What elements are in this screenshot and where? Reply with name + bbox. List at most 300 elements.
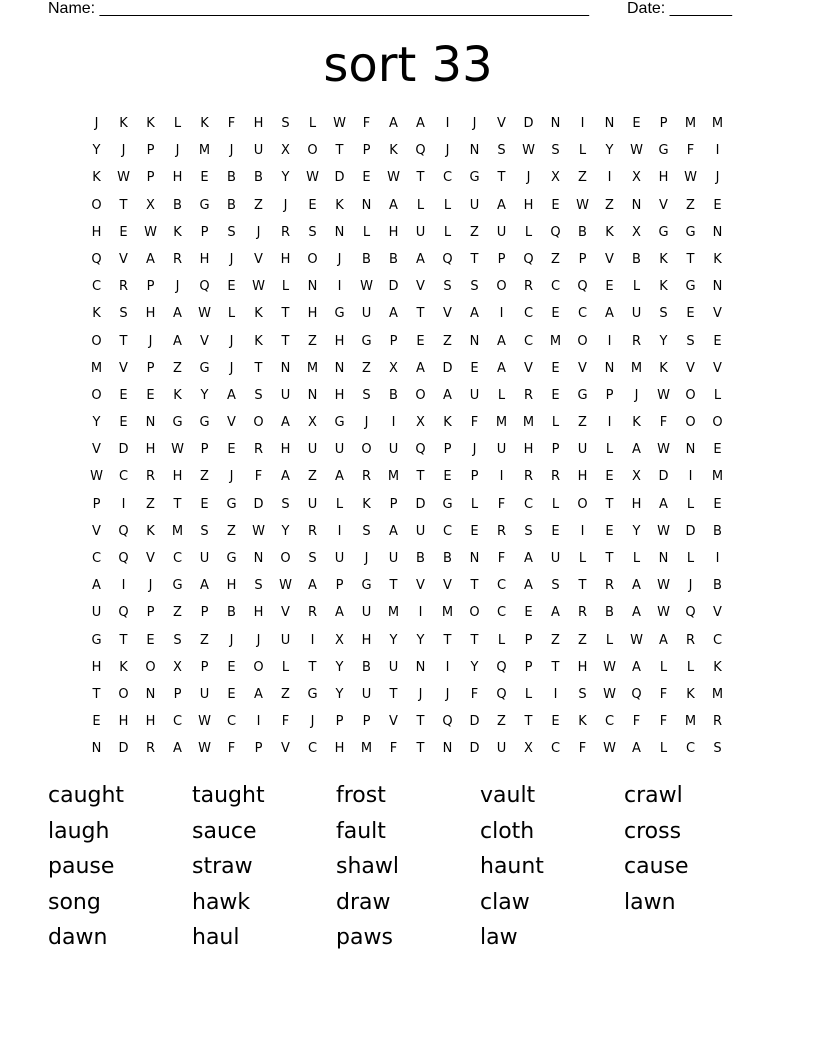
grid-letter: R (361, 469, 372, 485)
grid-letter: M (198, 143, 211, 159)
grid-letter: E (362, 170, 371, 186)
grid-letter: P (200, 442, 209, 458)
grid-letter: A (632, 578, 641, 594)
grid-letter: O (685, 387, 696, 403)
grid-letter: A (497, 360, 506, 376)
word-bank-item: laugh (48, 818, 110, 844)
grid-letter: S (281, 496, 290, 512)
grid-letter: C (604, 714, 615, 730)
grid-letter: W (684, 170, 697, 186)
word-bank-item: haul (192, 925, 240, 950)
grid-letter: E (551, 523, 560, 539)
grid-letter: S (497, 143, 506, 159)
grid-letter: F (578, 741, 587, 757)
grid-letter: T (605, 551, 614, 566)
grid-letter: H (577, 659, 588, 675)
grid-letter: A (389, 306, 398, 322)
grid-letter: P (362, 143, 371, 159)
grid-letter: N (604, 360, 615, 376)
grid-letter: T (416, 741, 425, 757)
word-bank-item: sauce (192, 818, 257, 844)
grid-letter: R (253, 442, 264, 458)
grid-letter: W (198, 741, 211, 757)
grid-letter: A (524, 551, 533, 566)
grid-letter: H (253, 116, 264, 131)
grid-letter: R (631, 333, 642, 349)
grid-letter: J (121, 143, 126, 159)
grid-letter: R (577, 605, 588, 621)
grid-letter: U (469, 197, 480, 213)
grid-letter: B (713, 578, 722, 594)
grid-letter: Z (362, 360, 371, 376)
grid-letter: K (335, 197, 344, 213)
grid-letter: O (91, 387, 102, 403)
grid-letter: O (91, 197, 102, 213)
grid-letter: E (605, 523, 614, 539)
grid-letter: I (310, 632, 315, 648)
grid-letter: E (713, 197, 722, 213)
grid-letter: J (445, 143, 450, 159)
grid-letter: J (526, 170, 531, 186)
grid-letter: W (657, 387, 670, 403)
grid-letter: Q (199, 279, 210, 295)
grid-letter: O (496, 279, 507, 295)
grid-letter: P (389, 333, 398, 349)
grid-letter: S (362, 387, 371, 403)
grid-letter: Y (200, 387, 209, 403)
grid-letter: N (145, 415, 156, 431)
grid-letter: B (389, 387, 398, 403)
grid-letter: U (631, 306, 642, 322)
grid-letter: W (252, 279, 265, 295)
grid-letter: L (605, 442, 614, 458)
grid-letter: T (470, 578, 479, 594)
grid-letter: T (416, 306, 425, 322)
grid-letter: T (470, 251, 479, 267)
grid-letter: E (119, 415, 128, 431)
grid-letter: U (469, 387, 480, 403)
grid-letter: P (335, 714, 344, 730)
grid-letter: T (389, 578, 398, 594)
grid-letter: S (308, 551, 317, 566)
grid-letter: N (604, 116, 615, 131)
grid-letter: G (226, 551, 237, 566)
grid-letter: W (252, 523, 265, 539)
grid-letter: P (362, 714, 371, 730)
grid-letter: A (173, 306, 182, 322)
grid-letter: D (442, 360, 453, 376)
grid-letter: G (685, 279, 696, 295)
grid-letter: L (659, 659, 668, 675)
grid-letter: V (497, 116, 506, 131)
grid-letter: G (226, 496, 237, 512)
grid-letter: V (686, 360, 695, 376)
grid-letter: K (659, 251, 668, 267)
grid-letter: Z (281, 686, 290, 702)
grid-letter: E (551, 197, 560, 213)
grid-letter: E (416, 333, 425, 349)
grid-letter: U (307, 442, 318, 458)
grid-letter: L (551, 496, 560, 512)
grid-letter: W (657, 605, 670, 621)
grid-letter: G (361, 578, 372, 594)
grid-letter: E (551, 387, 560, 403)
grid-letter: D (658, 469, 669, 485)
grid-letter: C (685, 741, 696, 757)
word-bank-item: paws (336, 925, 393, 950)
grid-letter: A (335, 605, 344, 621)
grid-letter: G (334, 415, 345, 431)
grid-letter: S (119, 306, 128, 322)
grid-letter: T (578, 578, 587, 594)
grid-letter: W (576, 197, 589, 213)
grid-letter: E (443, 469, 452, 485)
grid-letter: V (119, 360, 128, 376)
grid-letter: X (335, 632, 344, 648)
grid-letter: C (226, 714, 237, 730)
grid-letter: K (254, 306, 263, 322)
grid-letter: M (495, 415, 508, 431)
grid-letter: W (387, 170, 400, 186)
grid-letter: Y (281, 170, 290, 186)
grid-letter: R (604, 578, 615, 594)
grid-letter: N (469, 551, 480, 566)
grid-letter: C (577, 306, 588, 322)
grid-letter: A (281, 415, 290, 431)
grid-letter: H (145, 442, 156, 458)
grid-letter: S (173, 632, 182, 648)
grid-letter: A (389, 116, 398, 131)
grid-letter: K (146, 523, 155, 539)
grid-letter: K (92, 306, 101, 322)
grid-letter: W (144, 224, 157, 240)
grid-letter: Z (578, 170, 587, 186)
grid-letter: D (469, 714, 480, 730)
grid-letter: Y (416, 632, 425, 648)
grid-letter: L (686, 551, 695, 566)
grid-letter: V (416, 578, 425, 594)
grid-letter: G (469, 170, 480, 186)
grid-letter: F (686, 143, 695, 159)
grid-letter: V (578, 360, 587, 376)
grid-letter: P (146, 170, 155, 186)
grid-letter: E (470, 523, 479, 539)
grid-letter: S (254, 578, 263, 594)
grid-letter: B (605, 605, 614, 621)
grid-letter: L (362, 224, 371, 240)
grid-letter: C (550, 279, 561, 295)
grid-letter: E (308, 197, 317, 213)
grid-letter: K (362, 496, 371, 512)
grid-letter: I (499, 469, 504, 485)
grid-letter: C (442, 170, 453, 186)
grid-letter: B (362, 659, 371, 675)
grid-letter: J (229, 469, 234, 485)
grid-letter: S (713, 741, 722, 757)
grid-letter: R (307, 605, 318, 621)
grid-letter: U (496, 442, 507, 458)
grid-letter: L (335, 496, 344, 512)
grid-letter: B (578, 224, 587, 240)
grid-letter: P (200, 659, 209, 675)
grid-letter: C (307, 741, 318, 757)
grid-letter: N (658, 551, 669, 566)
grid-letter: M (549, 333, 562, 349)
grid-letter: U (415, 224, 426, 240)
grid-letter: S (308, 224, 317, 240)
grid-letter: I (121, 496, 126, 512)
grid-letter: A (173, 333, 182, 349)
grid-letter: N (469, 333, 480, 349)
grid-letter: X (146, 197, 155, 213)
grid-letter: U (280, 632, 291, 648)
grid-letter: A (470, 306, 479, 322)
grid-letter: F (254, 469, 263, 485)
grid-letter: F (470, 415, 479, 431)
grid-letter: N (442, 741, 453, 757)
grid-letter: X (632, 224, 641, 240)
grid-letter: E (119, 224, 128, 240)
grid-letter: M (711, 686, 724, 702)
grid-letter: S (227, 224, 236, 240)
grid-letter: I (580, 116, 585, 131)
grid-letter: I (580, 523, 585, 539)
grid-letter: W (198, 306, 211, 322)
grid-letter: J (175, 279, 180, 295)
grid-letter: H (577, 469, 588, 485)
grid-letter: L (173, 116, 182, 131)
grid-letter: I (445, 116, 450, 131)
grid-letter: T (497, 170, 506, 186)
grid-letter: K (605, 224, 614, 240)
grid-letter: M (360, 741, 373, 757)
word-bank-item: cause (624, 854, 689, 879)
grid-letter: H (145, 714, 156, 730)
grid-letter: N (334, 360, 345, 376)
grid-letter: T (335, 143, 344, 159)
grid-letter: B (362, 251, 371, 267)
grid-letter: A (146, 251, 155, 267)
grid-letter: N (469, 143, 480, 159)
grid-letter: L (443, 197, 452, 213)
grid-letter: S (281, 116, 290, 131)
grid-letter: T (416, 714, 425, 730)
grid-letter: G (172, 578, 183, 594)
grid-letter: O (253, 659, 264, 675)
grid-letter: J (688, 578, 693, 594)
grid-letter: N (712, 224, 723, 240)
grid-letter: S (686, 333, 695, 349)
grid-letter: E (227, 659, 236, 675)
grid-letter: U (496, 224, 507, 240)
grid-letter: A (281, 469, 290, 485)
grid-letter: U (280, 387, 291, 403)
word-bank-item: law (480, 925, 518, 950)
grid-letter: T (308, 659, 317, 675)
grid-letter: V (92, 442, 101, 458)
grid-letter: A (308, 578, 317, 594)
grid-letter: P (200, 605, 209, 621)
word-bank-item: claw (480, 889, 530, 915)
grid-letter: U (496, 741, 507, 757)
grid-letter: P (659, 116, 668, 131)
grid-letter: I (715, 551, 720, 566)
word-bank-item: frost (336, 783, 386, 808)
grid-letter: L (632, 551, 641, 566)
grid-letter: U (91, 605, 102, 621)
grid-letter: C (496, 605, 507, 621)
grid-letter: Q (631, 686, 642, 702)
grid-letter: T (686, 251, 695, 267)
grid-letter: L (281, 659, 290, 675)
word-bank-item: taught (192, 783, 265, 808)
grid-letter: F (659, 686, 668, 702)
grid-letter: T (605, 496, 614, 512)
grid-letter: P (146, 360, 155, 376)
grid-letter: P (146, 279, 155, 295)
grid-letter: E (632, 116, 641, 131)
grid-letter: E (227, 442, 236, 458)
grid-letter: D (118, 741, 129, 757)
grid-letter: C (496, 578, 507, 594)
grid-letter: P (497, 251, 506, 267)
grid-letter: O (145, 659, 156, 675)
grid-letter: O (577, 333, 588, 349)
grid-letter: H (280, 442, 291, 458)
grid-letter: R (496, 523, 507, 539)
grid-letter: V (713, 360, 722, 376)
grid-letter: Z (470, 224, 479, 240)
grid-letter: J (418, 686, 423, 702)
grid-letter: A (632, 442, 641, 458)
grid-letter: L (578, 551, 587, 566)
grid-letter: Y (92, 415, 101, 431)
grid-letter: T (281, 306, 290, 322)
grid-letter: K (713, 659, 722, 675)
word-bank-item: song (48, 889, 101, 915)
grid-letter: S (362, 523, 371, 539)
grid-letter: O (307, 143, 318, 159)
grid-letter: I (607, 333, 612, 349)
grid-letter: S (551, 143, 560, 159)
grid-letter: Q (118, 551, 129, 566)
grid-letter: Z (200, 469, 209, 485)
grid-letter: Q (442, 714, 453, 730)
grid-letter: I (121, 578, 126, 594)
grid-letter: R (118, 279, 129, 295)
grid-letter: O (415, 387, 426, 403)
grid-letter: L (713, 387, 722, 403)
grid-letter: W (603, 686, 616, 702)
grid-letter: E (605, 469, 614, 485)
grid-letter: J (148, 333, 153, 349)
grid-letter: X (308, 415, 317, 431)
grid-letter: A (632, 605, 641, 621)
grid-letter: U (415, 523, 426, 539)
word-bank-item: cross (624, 818, 682, 844)
grid-letter: W (522, 143, 535, 159)
grid-letter: H (91, 659, 102, 675)
grid-letter: B (227, 605, 236, 621)
grid-letter: L (524, 686, 533, 702)
grid-letter: I (688, 469, 693, 485)
grid-letter: W (171, 442, 184, 458)
grid-letter: A (659, 632, 668, 648)
grid-letter: X (173, 659, 182, 675)
grid-letter: O (253, 415, 264, 431)
grid-letter: B (254, 170, 263, 186)
grid-letter: K (119, 659, 128, 675)
grid-letter: N (361, 197, 372, 213)
grid-letter: T (173, 496, 182, 512)
grid-letter: O (91, 333, 102, 349)
grid-letter: R (523, 387, 534, 403)
grid-letter: B (389, 251, 398, 267)
grid-letter: P (146, 143, 155, 159)
word-bank-item: cloth (480, 818, 535, 844)
date-line: Date: _______ (627, 0, 732, 17)
grid-letter: L (551, 415, 560, 431)
grid-letter: U (361, 605, 372, 621)
grid-letter: B (173, 197, 182, 213)
grid-letter: X (416, 415, 425, 431)
grid-letter: C (550, 741, 561, 757)
grid-letter: F (497, 551, 506, 566)
grid-letter: E (227, 279, 236, 295)
word-bank-item: caught (48, 783, 125, 808)
grid-letter: N (631, 197, 642, 213)
grid-letter: W (630, 143, 643, 159)
grid-letter: N (307, 387, 318, 403)
grid-letter: L (227, 306, 236, 322)
grid-letter: Y (659, 333, 668, 349)
grid-letter: F (389, 741, 398, 757)
grid-letter: X (632, 469, 641, 485)
grid-letter: A (497, 333, 506, 349)
grid-letter: Z (308, 469, 317, 485)
grid-letter: I (499, 306, 504, 322)
grid-letter: P (524, 632, 533, 648)
grid-letter: H (307, 306, 318, 322)
grid-letter: J (229, 632, 234, 648)
grid-letter: G (199, 197, 210, 213)
grid-letter: A (416, 116, 425, 131)
grid-letter: T (416, 469, 425, 485)
grid-letter: L (632, 279, 641, 295)
grid-letter: K (173, 224, 182, 240)
grid-letter: H (658, 170, 669, 186)
grid-letter: A (551, 605, 560, 621)
grid-letter: C (172, 551, 183, 566)
grid-letter: C (712, 632, 723, 648)
grid-letter: J (337, 251, 342, 267)
page-title: sort 33 (323, 37, 493, 93)
grid-letter: V (605, 251, 614, 267)
grid-letter: U (388, 551, 399, 566)
grid-letter: Z (227, 523, 236, 539)
grid-letter: K (578, 714, 587, 730)
grid-letter: Y (281, 523, 290, 539)
grid-letter: V (659, 197, 668, 213)
grid-letter: H (631, 496, 642, 512)
grid-letter: Z (551, 632, 560, 648)
grid-letter: R (712, 714, 723, 730)
grid-letter: U (388, 659, 399, 675)
grid-letter: Q (577, 279, 588, 295)
grid-letter: L (686, 659, 695, 675)
grid-letter: H (199, 251, 210, 267)
grid-letter: X (632, 170, 641, 186)
